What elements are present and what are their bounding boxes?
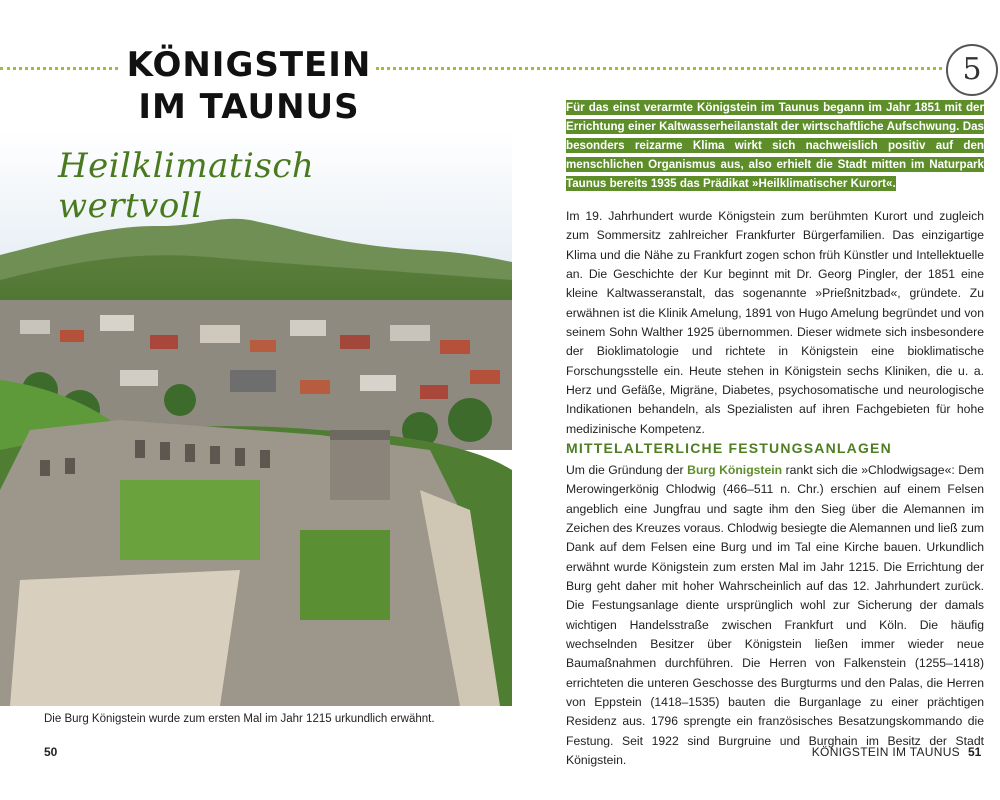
section-subheading: MITTELALTERLICHE FESTUNGSANLAGEN: [566, 440, 892, 456]
page-number-left: 50: [44, 745, 58, 759]
photo-caption: Die Burg Königstein wurde zum ersten Mal im Jahr 1215 urkundlich erwähnt.: [44, 713, 435, 725]
page-number-right: 51: [968, 745, 982, 759]
castle-tower: [330, 430, 390, 500]
burg-koenigstein-highlight: Burg Königstein: [687, 463, 783, 477]
lower-courtyard: [10, 570, 240, 706]
body-paragraph-1: Im 19. Jahrhundert wurde Königstein zum berühmten Kurort und zugleich zum Sommersitz zahlreicher Frankfurter Bürgerfamilien. Das einzigartige Klima und die Nähe zu Frankfurt zogen schon früh Künstler und Intellektuelle an. Die Geschichte der Kur beginnt mit Dr. Georg Pingler, der 1851 eine kleine Kaltwasseranstalt, das sogenannte »Prießnitzbad«, gründete. Zu erwähnen ist die Klinik Amelung, 1891 von Hugo Amelung begründet und von seinem Sohn Walther 1925 übernommen. Dieser widmete sich insbesondere der Bioklimatologie und richtete in Königstein eine bioklimatische Forschungsstelle ein. Heute stehen in Königstein sechs Kliniken, die u. a. Herz und Gefäße, Migräne, Diabetes, psychosomatische und neurologische Indikationen behandeln, als Spezialisten auf ihren Fachgebieten für hohe medizinische Kompetenz.: [566, 209, 984, 436]
running-head: KÖNIGSTEIN IM TAUNUS: [811, 745, 960, 759]
chapter-number-badge: 5: [946, 44, 998, 96]
paragraph2-lead: Um die Gründung der: [566, 463, 688, 477]
decorative-dotted-line-left: [0, 67, 118, 70]
body-paragraph-2: [566, 461, 984, 771]
page-title: [118, 44, 380, 128]
paragraph2-rest: rankt sich die »Chlodwigsage«: Dem Merowingerkönig Chlodwig (466–511 n. Chr.) erschien auf einem Felsen angeblich eine Jungfrau und sagte ihm den Sieg über die Alemannen im Zeichen des Kreuzes voraus. Chlodwig besiegte die Alemannen und ließ zum Dank auf dem Felsen eine Burg und im Tal eine Kirche bauen. Urkundlich erwähnt wurde Königstein zum ersten Mal im Jahr 1215. Die Errichtung der Burg geht daher mit hoher Wahrscheinlich auf das 12. Jahrhundert zurück. Die Festungsanlage diente ursprünglich wohl zur Sicherung der damals wichtigen Handelsstraße zwischen Frankfurt und Köln. Die häufig wechselnden Besitzer über Königstein ließen immer wieder neue Baumaßnahmen durchführen. Die Herren von Falkenstein (1255–1418) errichteten die unteren Geschosse des Burgturms und den Palas, die Herren von Eppstein (1418–1535) bauten die Burganlage zu einer prächtigen Residenz aus. 1796 sprengte ein französisches Besatzungskommando die Festung. Seit 1922 sind Burgruine und Burghain im Besitz der Stadt Königstein.: [566, 463, 984, 768]
intro-highlight-paragraph: [566, 98, 984, 193]
script-subtitle: Heilklimatisch wertvoll: [58, 146, 315, 226]
page-title-line2: IM TAUNUS: [138, 87, 360, 127]
courtyard-lawn: [120, 480, 260, 560]
decorative-dotted-line-right: [376, 67, 942, 70]
intro-text: Für das einst verarmte Königstein im Taunus begann im Jahr 1851 mit der Errichtung einer Kaltwasserheilanstalt der wirtschaftliche Aufschwung. Das besonders reizarme Klima wirkt sich nachweislich positiv auf den menschlichen Organismus aus, also erhielt die Stadt mitten im Naturpark Taunus bereits 1935 das Prädikat »Heilklimatischer Kurort«.: [566, 101, 984, 190]
castle-tower-top: [330, 430, 390, 440]
page-title-line1: KÖNIGSTEIN: [126, 45, 372, 85]
inner-courtyard: [300, 530, 390, 620]
